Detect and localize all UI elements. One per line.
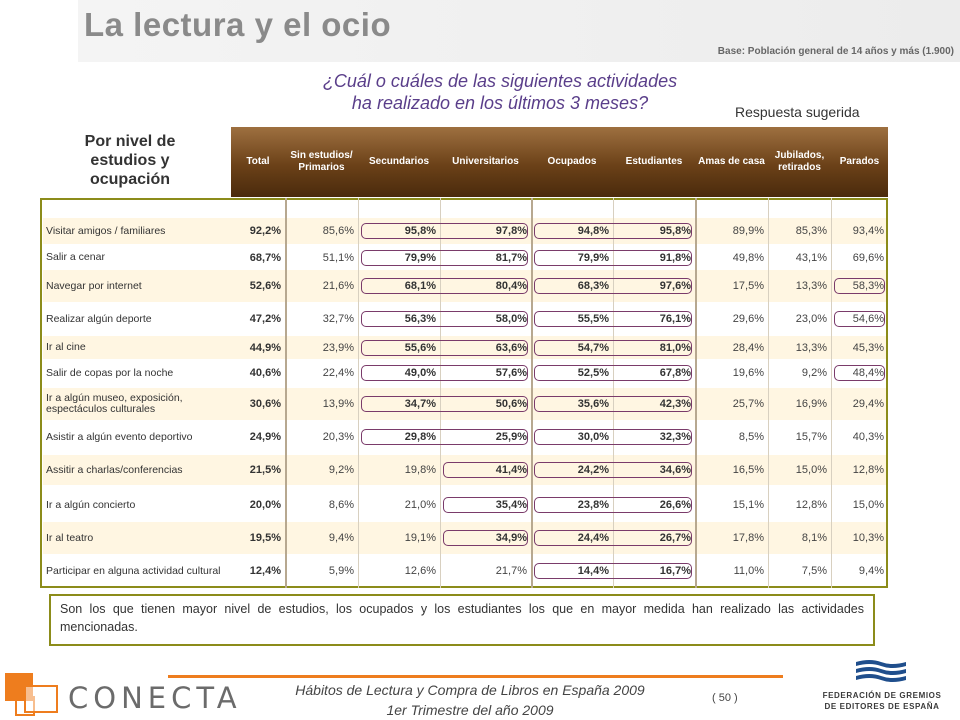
table-cell: 67,8% (659, 367, 691, 379)
table-cell: 21,7% (495, 565, 527, 577)
row-label: Visitar amigos / familiares (46, 224, 166, 237)
table-cell: 50,6% (495, 398, 527, 410)
highlight-box (361, 278, 528, 294)
table-cell: 63,6% (495, 341, 527, 354)
table-cell: 25,9% (495, 431, 527, 443)
table-cell: 91,8% (659, 251, 691, 264)
table-cell: 24,2% (577, 464, 609, 476)
table-cell: 10,3% (852, 532, 884, 544)
column-divider (285, 198, 287, 588)
table-cell: 68,1% (404, 280, 436, 292)
highlight-box (443, 462, 528, 478)
table-cell: 34,6% (659, 464, 691, 476)
conecta-logo-outline (24, 685, 58, 713)
highlight-box (534, 340, 692, 356)
table-cell: 35,6% (577, 398, 609, 410)
table-cell: 7,5% (801, 565, 827, 577)
highlight-box (361, 311, 528, 327)
column-header: Jubilados, retirados (774, 150, 825, 173)
highlight-box (361, 429, 528, 445)
table-cell: 95,8% (659, 225, 691, 237)
column-header: Universitarios (452, 156, 519, 167)
row-label: Realizar algún deporte (46, 312, 152, 325)
table-cell: 13,9% (322, 398, 354, 410)
table-cell: 28,4% (732, 341, 764, 354)
highlight-box (361, 396, 528, 412)
table-cell: 93,4% (852, 225, 884, 237)
table-cell: 85,6% (322, 225, 354, 237)
highlight-box (534, 396, 692, 412)
table-cell: 22,4% (322, 367, 354, 379)
table-cell: 81,7% (495, 251, 527, 264)
footer-caption (250, 680, 690, 720)
highlight-box (534, 462, 692, 478)
fge-logo-icon (852, 658, 910, 686)
table-cell: 42,3% (659, 398, 691, 410)
footer-line-1: Hábitos de Lectura y Compra de Libros en España 2009 (295, 682, 645, 698)
table-cell: 55,5% (577, 313, 609, 325)
table-cell: 45,3% (852, 341, 884, 354)
highlight-box (443, 530, 528, 546)
table-cell: 11,0% (733, 565, 764, 577)
table-cell: 97,6% (659, 280, 691, 292)
table-cell: 20,0% (249, 499, 281, 511)
page-title: La lectura y el ocio (84, 6, 392, 43)
table-cell: 58,3% (852, 280, 884, 292)
table-cell: 20,3% (322, 431, 354, 443)
highlight-box (443, 497, 528, 513)
column-header: Secundarios (368, 156, 430, 167)
table-cell: 51,1% (322, 251, 354, 264)
table-cell: 68,7% (249, 251, 281, 264)
table-cell: 17,8% (732, 532, 764, 544)
column-header: Parados (839, 156, 880, 167)
highlight-box (534, 311, 692, 327)
table-cell: 81,0% (659, 341, 691, 354)
table-cell: 24,4% (577, 532, 609, 544)
table-cell: 29,4% (852, 398, 884, 410)
fge-caption (804, 690, 960, 712)
table-cell: 92,2% (249, 225, 281, 237)
row-label: Assitir a charlas/conferencias (46, 463, 183, 476)
column-divider (695, 198, 697, 588)
table-cell: 21,5% (249, 464, 281, 476)
table-cell: 19,5% (249, 532, 281, 544)
table-cell: 56,3% (404, 313, 436, 325)
table-cell: 30,0% (577, 431, 609, 443)
table-cell: 76,1% (659, 313, 691, 325)
highlight-box (361, 365, 528, 381)
table-cell: 15,0% (852, 499, 884, 511)
table-cell: 43,1% (795, 251, 827, 264)
table-cell: 26,6% (659, 499, 691, 511)
base-note: Base: Población general de 14 años y más (1.900) (717, 46, 954, 57)
table-cell: 12,4% (249, 565, 281, 577)
table-cell: 52,5% (577, 367, 609, 379)
table-cell: 52,6% (249, 280, 281, 292)
row-label: Ir a algún concierto (46, 498, 136, 511)
table-cell: 79,9% (404, 251, 436, 264)
footer-divider (168, 675, 783, 678)
table-cell: 44,9% (249, 341, 281, 354)
table-cell: 21,0% (404, 499, 436, 511)
row-label: Ir al cine (46, 341, 86, 353)
table-cell: 29,8% (404, 431, 436, 443)
question-line-2: ha realizado en los últimos 3 meses? (351, 93, 649, 113)
fge-line-1: FEDERACIÓN DE GREMIOS (822, 691, 942, 700)
table-cell: 15,0% (795, 464, 827, 476)
column-header: Amas de casa (698, 156, 765, 167)
table-cell: 16,7% (659, 565, 691, 577)
table-cell: 95,8% (404, 225, 436, 237)
column-divider (531, 198, 533, 588)
highlight-box (534, 278, 692, 294)
column-header: Sin estudios/ Primarios (290, 150, 353, 173)
table-cell: 29,6% (732, 313, 764, 325)
column-header: Ocupados (547, 156, 597, 167)
row-label: Participar en alguna actividad cultural (46, 564, 221, 577)
row-header-line-1: Por nivel de (84, 133, 176, 150)
highlight-box (534, 365, 692, 381)
table-cell: 15,7% (795, 431, 827, 443)
table-cell: 16,5% (732, 464, 764, 476)
row-header-line-2: estudios y (90, 152, 170, 169)
table-cell: 54,6% (852, 313, 884, 325)
table-cell: 32,3% (659, 431, 691, 443)
table-cell: 47,2% (249, 313, 281, 325)
table-cell: 23,9% (322, 341, 354, 354)
survey-question (230, 70, 770, 114)
table-row (43, 556, 886, 586)
conclusion-box: Son los que tienen mayor nivel de estudios, los ocupados y los estudiantes los que en mayor medida han realizado las actividades mencionadas. (49, 594, 875, 646)
table-cell: 13,3% (795, 280, 827, 292)
table-cell: 24,9% (249, 431, 281, 443)
highlight-box (534, 429, 692, 445)
table-cell: 9,4% (858, 565, 884, 577)
highlight-box (534, 250, 692, 266)
table-cell: 19,8% (404, 464, 436, 476)
highlight-box (534, 497, 692, 513)
highlight-box (534, 563, 692, 579)
table-cell: 15,1% (732, 499, 764, 511)
table-cell: 25,7% (732, 398, 764, 410)
row-label: Ir al teatro (46, 531, 94, 544)
table-cell: 9,2% (328, 464, 354, 476)
column-header: Total (246, 156, 270, 167)
table-cell: 35,4% (495, 499, 527, 511)
table-cell: 9,4% (328, 532, 354, 544)
question-line-1: ¿Cuál o cuáles de las siguientes actividades (322, 71, 678, 91)
row-label: Salir de copas por la noche (46, 366, 174, 379)
column-divider (358, 198, 359, 588)
page-number: ( 50 ) (712, 692, 738, 704)
table-cell: 14,4% (577, 565, 609, 577)
table-cell: 5,9% (328, 565, 354, 577)
conecta-wordmark: CONECTA (68, 681, 242, 715)
table-cell: 17,5% (732, 280, 764, 292)
table-cell: 23,0% (795, 313, 827, 325)
row-label: Salir a cenar (46, 251, 105, 263)
row-header-line-3: ocupación (89, 171, 170, 188)
highlight-box (534, 530, 692, 546)
table-cell: 85,3% (795, 225, 827, 237)
column-header: Estudiantes (625, 156, 683, 167)
highlight-box (361, 223, 528, 239)
column-divider (831, 198, 832, 588)
table-cell: 58,0% (495, 313, 527, 325)
table-cell: 40,3% (852, 431, 884, 443)
table-cell: 19,6% (732, 367, 764, 379)
fge-line-2: DE EDITORES DE ESPAÑA (824, 702, 940, 711)
table-cell: 80,4% (495, 280, 527, 292)
table-cell: 23,8% (577, 499, 609, 511)
highlight-box (834, 278, 885, 294)
table-cell: 16,9% (795, 398, 827, 410)
row-group-header (55, 132, 205, 189)
table-cell: 12,8% (852, 464, 884, 476)
table-cell: 34,7% (404, 398, 436, 410)
highlight-box (361, 340, 528, 356)
table-cell: 68,3% (577, 280, 609, 292)
table-cell: 13,3% (795, 341, 827, 354)
row-label: Ir a algún museo, exposición, espectáculos culturales (46, 392, 183, 415)
table-cell: 94,8% (577, 225, 609, 237)
table-cell: 12,8% (795, 499, 827, 511)
table-cell: 41,4% (495, 464, 527, 476)
table-cell: 8,1% (801, 532, 827, 544)
table-cell: 40,6% (249, 367, 281, 379)
table-cell: 32,7% (322, 313, 354, 325)
table-cell: 30,6% (249, 398, 281, 410)
column-divider (768, 198, 769, 588)
table-cell: 8,5% (738, 431, 764, 443)
table-cell: 48,4% (852, 367, 884, 379)
table-cell: 54,7% (577, 341, 609, 354)
table-cell: 26,7% (659, 532, 691, 544)
table-cell: 49,8% (732, 251, 764, 264)
suggested-answer-label: Respuesta sugerida (735, 104, 860, 120)
table-cell: 12,6% (404, 565, 436, 577)
table-cell: 34,9% (495, 532, 527, 544)
column-header-bar (231, 127, 888, 197)
row-label: Navegar por internet (46, 279, 142, 292)
table-cell: 57,6% (495, 367, 527, 379)
table-cell: 97,8% (495, 225, 527, 237)
table-cell: 49,0% (404, 367, 436, 379)
highlight-box (834, 365, 885, 381)
table-cell: 89,9% (732, 225, 764, 237)
row-label: Asistir a algún evento deportivo (46, 430, 193, 443)
highlight-box (834, 311, 885, 327)
table-cell: 21,6% (322, 280, 354, 292)
table-cell: 9,2% (801, 367, 827, 379)
highlight-box (361, 250, 528, 266)
footer-line-2: 1er Trimestre del año 2009 (386, 702, 554, 718)
table-cell: 19,1% (404, 532, 436, 544)
table-cell: 55,6% (404, 341, 436, 354)
table-cell: 8,6% (328, 499, 354, 511)
highlight-box (534, 223, 692, 239)
table-cell: 79,9% (577, 251, 609, 264)
table-cell: 69,6% (852, 251, 884, 264)
